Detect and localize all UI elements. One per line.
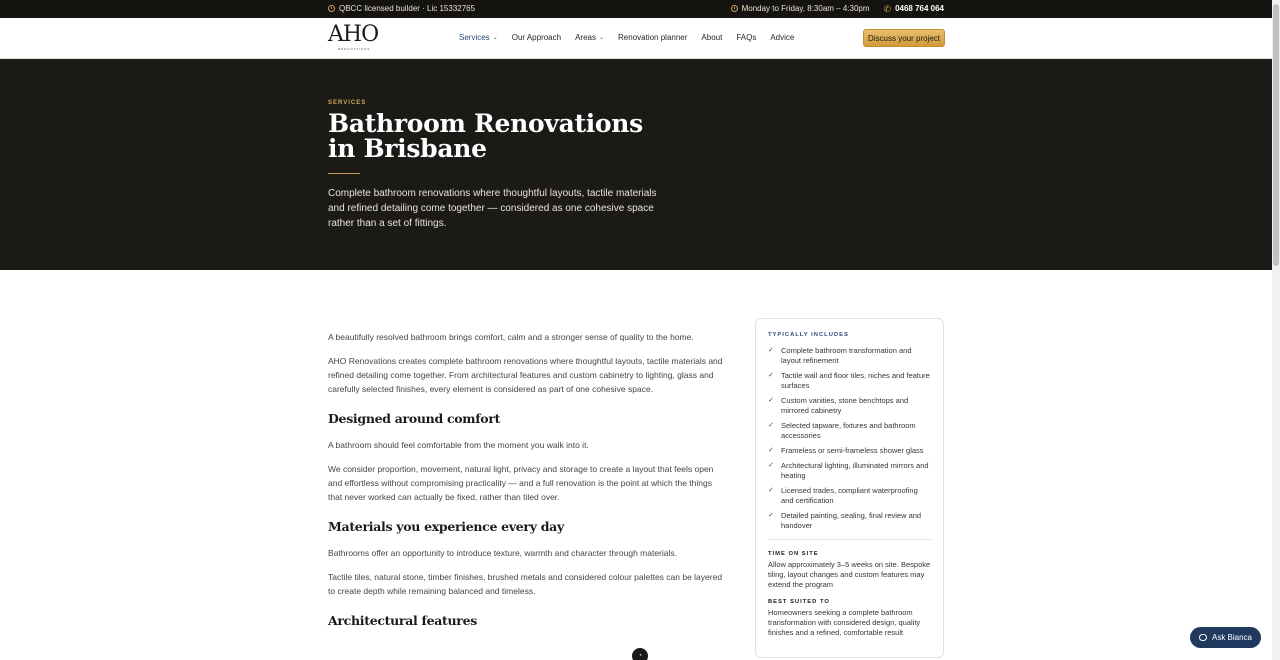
nav-label-renovation-planner: Renovation planner <box>618 33 688 42</box>
check-icon: ✓ <box>768 347 774 354</box>
chat-label: Ask Bianca <box>1211 633 1253 642</box>
includes-list <box>768 346 931 531</box>
chevron-down-icon: ⌄ <box>599 35 605 41</box>
nav-label-advice: Advice <box>770 33 795 42</box>
best-suited-label: BEST SUITED TO <box>768 599 830 605</box>
logo-sub: RENOVATIONS <box>338 47 371 51</box>
includes-card <box>755 318 944 658</box>
include-text: Tactile wall and floor tiles, niches and feature surfaces <box>781 371 930 390</box>
scrollbar-thumb[interactable] <box>1273 4 1279 266</box>
nav-menu <box>459 33 794 42</box>
title-line-1: Bathroom Renovations <box>328 109 643 138</box>
nav-label-our-approach: Our Approach <box>511 33 562 42</box>
time-on-site-text: Allow approximately 3–5 weeks on site. Bespoke tiling, layout changes and custom features may extend the program <box>768 560 931 589</box>
include-text: Selected tapware, fixtures and bathroom accessories <box>781 421 916 440</box>
include-text: Detailed painting, sealing, final review and handover <box>781 511 922 530</box>
section-heading-comfort: Designed around comfort <box>328 411 501 426</box>
nav-label-areas: Areas <box>575 33 596 42</box>
best-suited-text: Homeowners seeking a complete bathroom transformation with considered design, quality finishes and a refined, comfortable result <box>768 608 921 637</box>
list-item <box>768 346 931 366</box>
overview-paragraph: AHO Renovations creates complete bathroom renovations where thoughtful layouts, tactile materials and refined detailing come together. From architectural features and custom cabinetry to lighting, glass and carefully selected finishes, every element is considered as part of one cohesive space. <box>328 356 723 394</box>
section-heading-materials: Materials you experience every day <box>328 519 564 534</box>
shield-icon <box>328 5 335 12</box>
logo-mark: AHO <box>328 22 379 47</box>
phone-number[interactable]: 0468 764 064 <box>895 4 944 13</box>
comfort-paragraph-1: A bathroom should feel comfortable from the moment you walk into it. <box>328 440 589 450</box>
ask-bianca-chat-button[interactable] <box>1190 627 1261 648</box>
hero-eyebrow: SERVICES <box>328 100 367 106</box>
page-scrollbar[interactable] <box>1272 0 1280 660</box>
check-icon: ✓ <box>768 487 774 494</box>
nav-item-about[interactable] <box>701 33 722 42</box>
hero-divider <box>328 173 360 174</box>
nav-item-services[interactable] <box>459 33 498 42</box>
floating-round-button[interactable]: ◔ <box>632 648 648 660</box>
phone-link[interactable] <box>884 4 944 13</box>
intro-paragraph: A beautifully resolved bathroom brings comfort, calm and a stronger sense of quality to the home. <box>328 332 694 342</box>
list-item <box>768 461 931 481</box>
main-content <box>328 330 728 640</box>
chat-bubble-icon <box>1199 634 1207 641</box>
nav-label-about: About <box>701 33 723 42</box>
list-item <box>768 371 931 391</box>
hero-section <box>0 59 1272 270</box>
top-utility-bar <box>0 0 1272 18</box>
page-title <box>328 111 648 161</box>
list-item <box>768 396 931 416</box>
license-text: QBCC licensed builder · Lic 15332765 <box>339 4 476 13</box>
include-text: Licensed trades, compliant waterproofing and certification <box>781 486 918 505</box>
logo[interactable] <box>328 23 380 53</box>
list-item <box>768 421 931 441</box>
materials-paragraph-2: Tactile tiles, natural stone, timber finishes, brushed metals and considered colour palettes can be layered to create depth while remaining balanced and timeless. <box>328 572 723 596</box>
main-nav <box>0 18 1272 59</box>
phone-icon: ✆ <box>883 3 892 14</box>
nav-item-faqs[interactable] <box>736 33 756 42</box>
list-item <box>768 486 931 506</box>
nav-label-faqs: FAQs <box>736 33 757 42</box>
check-icon: ✓ <box>768 462 774 469</box>
time-on-site-label: TIME ON SITE <box>768 551 819 557</box>
nav-label-services: Services <box>459 33 490 42</box>
license-info <box>328 4 475 13</box>
list-item <box>768 446 931 456</box>
hours-text: Monday to Friday, 8:30am – 4:30pm <box>741 4 870 13</box>
include-text: Architectural lighting, illuminated mirrors and heating <box>781 461 929 480</box>
clock-icon <box>731 5 738 12</box>
check-icon: ✓ <box>768 397 774 404</box>
nav-item-areas[interactable] <box>575 33 604 42</box>
discuss-project-button[interactable]: Discuss your project <box>863 29 945 47</box>
hero-lead: Complete bathroom renovations where thoughtful layouts, tactile materials and refined detailing come together — considered as one cohesive space rather than a set of fittings. <box>328 188 657 229</box>
check-icon: ✓ <box>768 422 774 429</box>
hours-info <box>731 4 870 13</box>
section-heading-architectural: Architectural features <box>328 613 477 628</box>
check-icon: ✓ <box>768 512 774 519</box>
title-line-2: in Brisbane <box>328 134 487 163</box>
comfort-paragraph-2: We consider proportion, movement, natural light, privacy and storage to create a layout that feels open and effortless without compromising practicality — and a full renovation is the point at which the things that never worked can actually be fixed, rather than tiled over. <box>328 464 714 502</box>
nav-item-renovation-planner[interactable] <box>618 33 687 42</box>
include-text: Custom vanities, stone benchtops and mirrored cabinetry <box>781 396 909 415</box>
include-text: Frameless or semi-frameless shower glass <box>781 446 924 455</box>
includes-label: TYPICALLY INCLUDES <box>768 332 849 338</box>
nav-item-advice[interactable] <box>770 33 794 42</box>
chevron-down-icon: ⌄ <box>492 35 498 41</box>
card-divider <box>768 539 931 540</box>
nav-item-our-approach[interactable] <box>512 33 561 42</box>
check-icon: ✓ <box>768 372 774 379</box>
list-item <box>768 511 931 531</box>
check-icon: ✓ <box>768 447 774 454</box>
materials-paragraph-1: Bathrooms offer an opportunity to introduce texture, warmth and character through materials. <box>328 548 677 558</box>
include-text: Complete bathroom transformation and layout refinement <box>781 346 912 365</box>
